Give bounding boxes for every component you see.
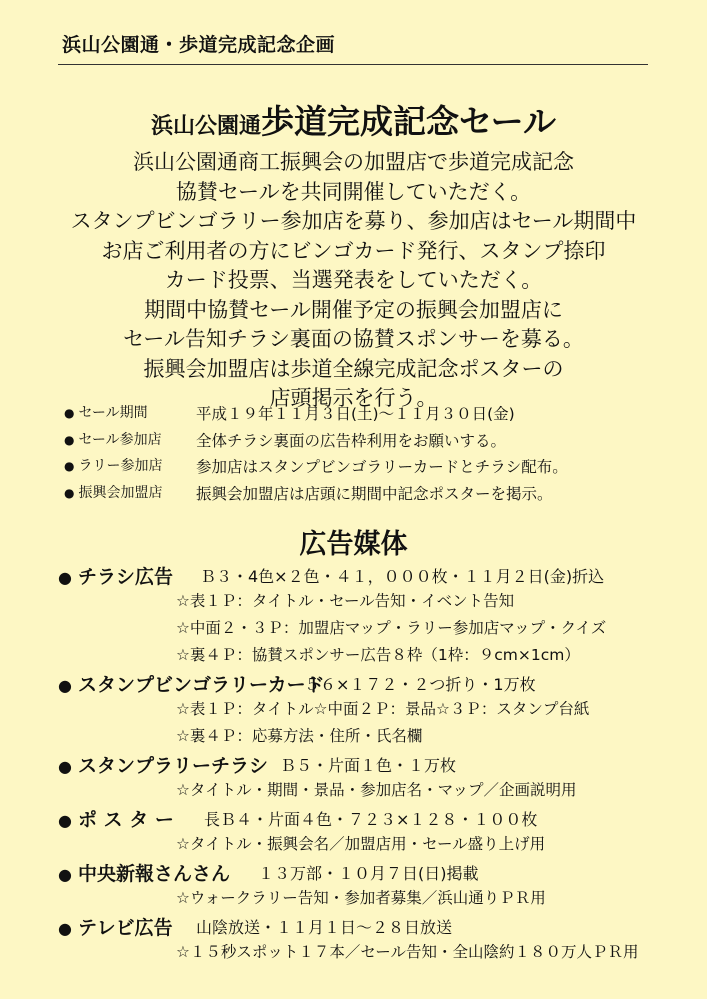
info-value: 平成１９年１１月３日(土)～１１月３０日(金) xyxy=(196,405,515,423)
bullet-icon: ● xyxy=(64,432,75,447)
info-label: ラリー参加店 xyxy=(78,458,163,474)
header-divider xyxy=(58,64,648,65)
section-title: 広告媒体 xyxy=(299,529,408,560)
media-item xyxy=(58,805,678,832)
media-item xyxy=(58,670,678,697)
intro-line: 期間中協賛セール開催予定の振興会加盟店に xyxy=(144,297,563,322)
intro-line: スタンプビンゴラリー参加店を募り、参加店はセール期間中 xyxy=(70,209,637,233)
intro-line: 振興会加盟店は歩道全線完成記念ポスターの xyxy=(143,356,564,381)
media-detail: ☆１５秒スポット１７本／セール告知・全山陰約１８０万人ＰＲ用 xyxy=(176,943,639,961)
title-prefix: 浜山公園通 xyxy=(150,114,261,139)
media-name: スタンプビンゴラリーカード xyxy=(77,674,325,696)
title-main: 歩道完成記念セール xyxy=(260,102,557,141)
info-row xyxy=(64,482,684,509)
media-detail: ☆表１Ｐ：タイトル☆中面２Ｐ：景品☆３Ｐ：スタンプ台紙 xyxy=(176,700,590,718)
info-row xyxy=(64,429,684,456)
bullet-icon: ● xyxy=(58,811,72,830)
bullet-icon: ● xyxy=(58,865,72,884)
info-label: 振興会加盟店 xyxy=(78,484,163,501)
intro-line: セール告知チラシ裏面の協賛スポンサーを募る。 xyxy=(123,327,584,351)
media-name: スタンプラリーチラシ xyxy=(77,755,268,777)
intro-line: カード投票、当選発表をしていただく。 xyxy=(164,268,543,292)
media-detail: ☆タイトル・期間・景品・参加店名・マップ／企画説明用 xyxy=(176,781,577,799)
bullet-icon: ● xyxy=(58,757,72,776)
info-value: 振興会加盟店は店頭に期間中記念ポスターを掲示。 xyxy=(196,484,553,503)
media-name: 中央新報さんさん xyxy=(77,863,230,885)
media-detail: ☆中面２・３Ｐ：加盟店マップ・ラリー参加店マップ・クイズ xyxy=(176,619,607,637)
info-label: セール参加店 xyxy=(78,431,162,448)
page-title xyxy=(0,96,707,143)
media-spec: Ｂ５・片面１色・１万枚 xyxy=(280,756,457,775)
media-detail: ☆表１Ｐ：タイトル・セール告知・イベント告知 xyxy=(176,592,515,610)
media-detail: ☆裏４Ｐ：応募方法・住所・氏名欄 xyxy=(176,727,423,745)
media-spec: 山陰放送・１１月１日～２８日放送 xyxy=(196,918,453,937)
media-name: チラシ広告 xyxy=(77,566,173,588)
info-row xyxy=(64,402,684,429)
info-list xyxy=(64,402,684,508)
info-value: 全体チラシ裏面の広告枠利用をお願いする。 xyxy=(196,431,507,450)
bullet-icon: ● xyxy=(64,459,75,473)
bullet-icon: ● xyxy=(64,485,75,500)
intro-line: 浜山公園通商工振興会の加盟店で歩道完成記念 xyxy=(133,150,574,174)
media-detail: ☆ウォークラリー告知・参加者募集／浜山通りＰＲ用 xyxy=(176,889,546,907)
media-list xyxy=(58,562,678,967)
bullet-icon: ● xyxy=(64,406,75,420)
media-item xyxy=(58,859,678,886)
media-name: テレビ広告 xyxy=(77,917,173,939)
media-item xyxy=(58,562,678,589)
media-spec: ５６×１７２・２つ折り・1万枚 xyxy=(304,675,536,694)
media-detail: ☆裏４Ｐ：協賛スポンサー広告８枠（1枠：９cm×1cm） xyxy=(176,646,580,664)
bullet-icon: ● xyxy=(58,568,72,587)
bullet-icon: ● xyxy=(58,676,72,695)
media-name: ポ ス タ ー xyxy=(77,809,174,831)
info-value: 参加店はスタンプビンゴラリーカードとチラシ配布。 xyxy=(196,458,568,476)
header-label: 浜山公園通・歩道完成記念企画 xyxy=(62,34,336,56)
intro-text xyxy=(0,148,707,414)
media-spec: Ｂ３・4色×２色・４１，０００枚・１１月２日(金)折込 xyxy=(200,567,605,586)
bullet-icon: ● xyxy=(58,919,72,938)
intro-line: 協賛セールを共同開催していただく。 xyxy=(175,179,532,204)
info-label: セール期間 xyxy=(78,405,148,421)
media-spec: １３万部・１０月７日(日)掲載 xyxy=(258,864,479,883)
media-item xyxy=(58,913,678,940)
media-spec: 長Ｂ４・片面４色・７２３×１２８・１００枚 xyxy=(204,810,538,829)
intro-line: 店頭掲示を行う。 xyxy=(269,386,438,410)
intro-line: お店ご利用者の方にビンゴカード発行、スタンプ捺印 xyxy=(101,238,606,263)
media-item xyxy=(58,751,678,778)
media-detail: ☆タイトル・振興会名／加盟店用・セール盛り上げ用 xyxy=(176,835,546,853)
info-row xyxy=(64,455,684,482)
